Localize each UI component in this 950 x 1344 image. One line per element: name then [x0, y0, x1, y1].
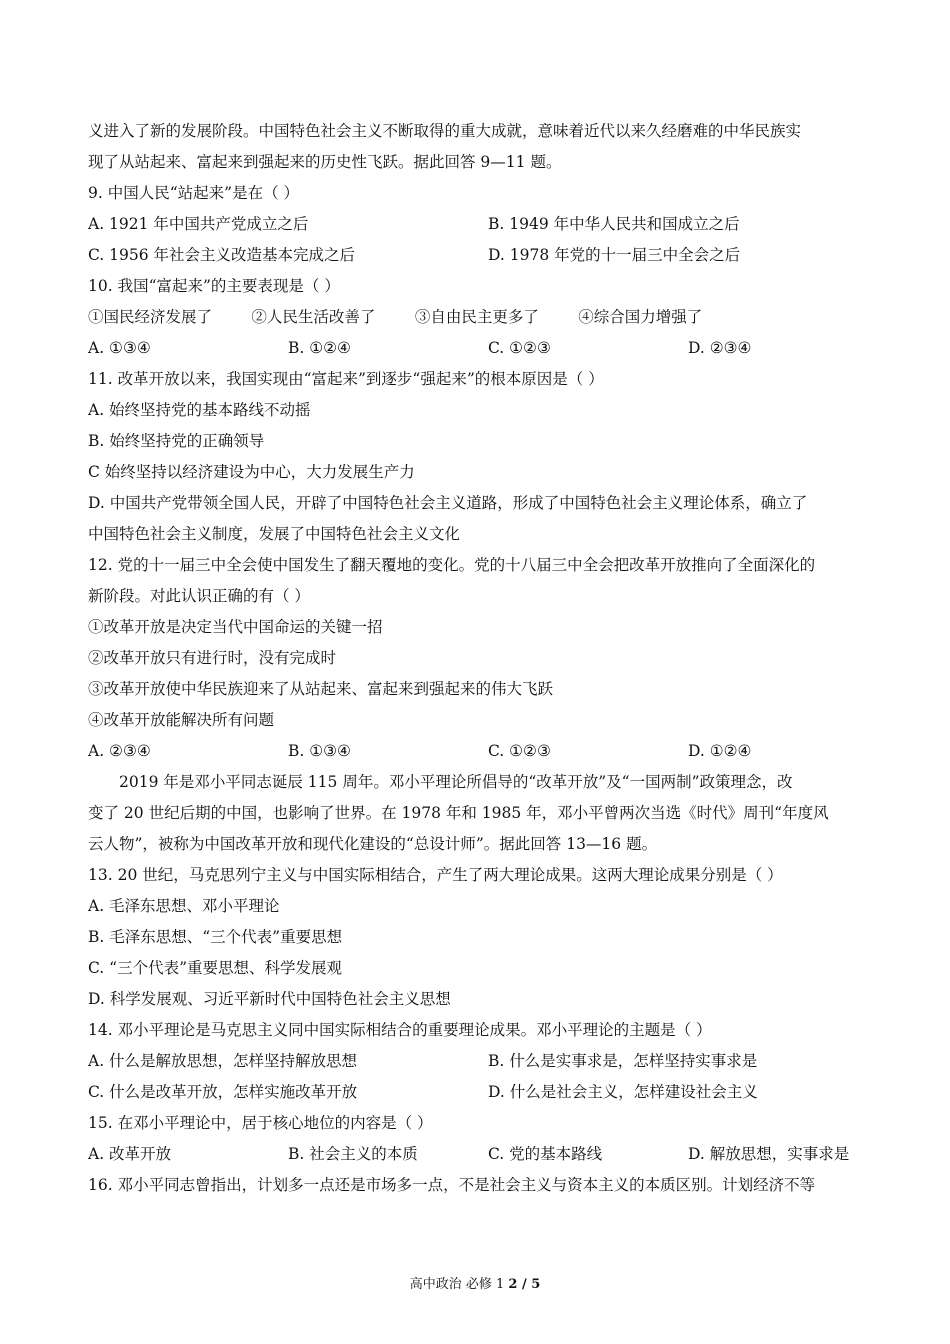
option-a: A. 毛泽东思想、邓小平理论: [88, 897, 280, 915]
option-d: D. 解放思想，实事求是: [688, 1145, 850, 1163]
footer-subject: 高中政治 必修 1: [409, 1277, 509, 1292]
question-11-stem: 11. 改革开放以来，我国实现由“富起来”到逐步“强起来”的根本原因是（ ）: [88, 370, 604, 388]
question-9-options-row: [88, 209, 864, 240]
option-a: A. 1921 年中国共产党成立之后: [88, 215, 309, 233]
option-b: B. 社会主义的本质: [288, 1145, 418, 1163]
question-9-options-row: [88, 240, 864, 271]
question-12-options-row: [88, 736, 864, 767]
option-a: A. ①③④: [88, 339, 151, 357]
statement-2: ②改革开放只有进行时，没有完成时: [88, 649, 337, 667]
question-9-stem: 9. 中国人民“站起来”是在（ ）: [88, 184, 299, 202]
intro-line: 义进入了新的发展阶段。中国特色社会主义不断取得的重大成就，意味着近代以来久经磨难的中华民族实: [88, 122, 802, 140]
option-c: C. 党的基本路线: [488, 1145, 603, 1163]
option-d: D. 1978 年党的十一届三中全会之后: [488, 246, 741, 264]
option-d: D. ②③④: [688, 339, 752, 357]
option-a: A. 什么是解放思想，怎样坚持解放思想: [88, 1052, 358, 1070]
option-c: C. 1956 年社会主义改造基本完成之后: [88, 246, 356, 264]
option-b: B. ①③④: [288, 742, 351, 760]
option-a: A. 改革开放: [88, 1145, 172, 1163]
statement-1: ①改革开放是决定当代中国命运的关键一招: [88, 618, 383, 636]
page-footer: [0, 1276, 950, 1294]
exam-page-content: [88, 116, 864, 1201]
intro-line: 现了从站起来、富起来到强起来的历史性飞跃。据此回答 9—11 题。: [88, 153, 562, 171]
option-b: B. ①②④: [288, 339, 351, 357]
question-10-options-row: [88, 333, 864, 364]
statement-3: ③改革开放使中华民族迎来了从站起来、富起来到强起来的伟大飞跃: [88, 680, 554, 698]
question-10-stem: 10. 我国“富起来”的主要表现是（ ）: [88, 277, 340, 295]
question-15-options-row: [88, 1139, 864, 1170]
option-c: C 始终坚持以经济建设为中心，大力发展生产力: [88, 463, 415, 481]
option-a: A. 始终坚持党的基本路线不动摇: [88, 401, 311, 419]
passage-line: 变了 20 世纪后期的中国，也影响了世界。在 1978 年和 1985 年，邓小平曾两次当选《时代》周刊“年度风: [88, 804, 829, 822]
option-c: C. “三个代表”重要思想、科学发展观: [88, 959, 343, 977]
question-12-stem: 12. 党的十一届三中全会使中国发生了翻天覆地的变化。党的十八届三中全会把改革开放推向了全面深化的: [88, 556, 816, 574]
question-16-stem: 16. 邓小平同志曾指出，计划多一点还是市场多一点，不是社会主义与资本主义的本质区别。计划经济不等: [88, 1176, 816, 1194]
passage-line: 2019 年是邓小平同志诞辰 115 周年。邓小平理论所倡导的“改革开放”及“一国两制”政策理念，改: [119, 773, 793, 791]
option-d: D. 中国共产党带领全国人民，开辟了中国特色社会主义道路，形成了中国特色社会主义理论体系，确立了: [88, 494, 808, 512]
option-b: B. 毛泽东思想、“三个代表”重要思想: [88, 928, 343, 946]
option-d: D. ①②④: [688, 742, 752, 760]
question-10-statements: ①国民经济发展了 ②人民生活改善了 ③自由民主更多了 ④综合国力增强了: [88, 308, 703, 326]
question-14-options-row: [88, 1046, 864, 1077]
option-c: C. ①②③: [488, 742, 551, 760]
option-d: D. 科学发展观、习近平新时代中国特色社会主义思想: [88, 990, 451, 1008]
question-14-stem: 14. 邓小平理论是马克思主义同中国实际相结合的重要理论成果。邓小平理论的主题是（ ）: [88, 1021, 712, 1039]
question-12-stem: 新阶段。对此认识正确的有（ ）: [88, 587, 310, 605]
option-b: B. 1949 年中华人民共和国成立之后: [488, 215, 740, 233]
option-a: A. ②③④: [88, 742, 151, 760]
statement-4: ④改革开放能解决所有问题: [88, 711, 275, 729]
option-d-continued: 中国特色社会主义制度，发展了中国特色社会主义文化: [88, 525, 461, 543]
option-b: B. 什么是实事求是，怎样坚持实事求是: [488, 1052, 758, 1070]
option-b: B. 始终坚持党的正确领导: [88, 432, 265, 450]
option-c: C. ①②③: [488, 339, 551, 357]
option-c: C. 什么是改革开放，怎样实施改革开放: [88, 1083, 358, 1101]
footer-page-number: 2 / 5: [508, 1277, 541, 1292]
passage-line: 云人物”，被称为中国改革开放和现代化建设的“总设计师”。据此回答 13—16 题。: [88, 835, 658, 853]
question-13-stem: 13. 20 世纪，马克思列宁主义与中国实际相结合，产生了两大理论成果。这两大理论成果分别是（ ）: [88, 866, 783, 884]
question-14-options-row: [88, 1077, 864, 1108]
option-d: D. 什么是社会主义，怎样建设社会主义: [488, 1083, 758, 1101]
question-15-stem: 15. 在邓小平理论中，居于核心地位的内容是（ ）: [88, 1114, 433, 1132]
